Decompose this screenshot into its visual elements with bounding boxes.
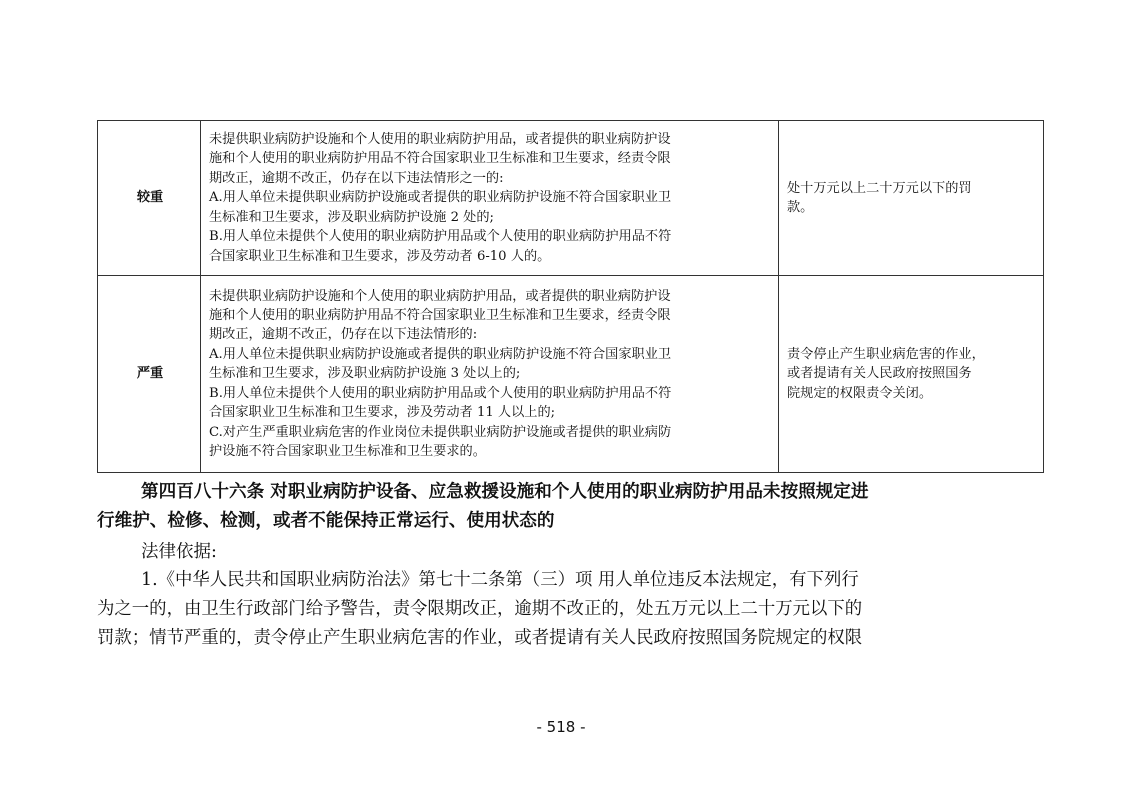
table-row: [98, 276, 1044, 473]
paragraph-line: 为之一的，由卫生行政部门给予警告，责令限期改正，逾期不改正的，处五万元以上二十万元以下的: [97, 598, 863, 619]
description-line: 施和个人使用的职业病防护用品不符合国家职业卫生标准和卫生要求，经责令限: [209, 151, 671, 167]
description-line: 未提供职业病防护设施和个人使用的职业病防护用品，或者提供的职业病防护设: [209, 288, 671, 304]
article-heading-line: 行维护、检修、检测，或者不能保持正常运行、使用状态的: [97, 511, 555, 531]
penalty-standard-table: [97, 120, 1044, 473]
description-line: C.对产生严重职业病危害的作业岗位未提供职业病防护设施或者提供的职业病防: [209, 424, 672, 440]
paragraph-line: 1.《中华人民共和国职业病防治法》第七十二条第（三）项 用人单位违反本法规定，有下列行: [141, 570, 859, 590]
description-line: 合国家职业卫生标准和卫生要求，涉及劳动者 11 人以上的;: [209, 405, 556, 421]
penalty-line: 款。: [787, 200, 814, 215]
description-line: 生标准和卫生要求，涉及职业病防护设施 3 处以上的;: [209, 366, 521, 382]
penalty-line: 或者提请有关人民政府按照国务: [787, 366, 972, 382]
description-line: 生标准和卫生要求，涉及职业病防护设施 2 处的;: [209, 209, 494, 225]
table-row: [98, 121, 1044, 276]
description-line: B.用人单位未提供个人使用的职业病防护用品或个人使用的职业病防护用品不符: [209, 385, 672, 401]
description-line: 合国家职业卫生标准和卫生要求，涉及劳动者 6-10 人的。: [209, 248, 551, 264]
description-line: 施和个人使用的职业病防护用品不符合国家职业卫生标准和卫生要求，经责令限: [209, 308, 671, 324]
violation-description-cell: [201, 121, 779, 276]
penalty-line: 处十万元以上二十万元以下的罚: [787, 180, 972, 196]
penalty-cell: [779, 276, 1044, 473]
severity-level-cell: 较重: [98, 121, 201, 276]
description-line: A.用人单位未提供职业病防护设施或者提供的职业病防护设施不符合国家职业卫: [209, 190, 672, 206]
article-heading: [97, 478, 1027, 536]
page-number: - 518 -: [536, 718, 586, 736]
penalty-cell: [779, 121, 1044, 276]
article-heading-line: 第四百八十六条 对职业病防护设备、应急救援设施和个人使用的职业病防护用品未按照规定进: [141, 482, 869, 502]
description-line: 未提供职业病防护设施和个人使用的职业病防护用品，或者提供的职业病防护设: [209, 132, 671, 148]
severity-level-cell: 严重: [98, 276, 201, 473]
description-line: A.用人单位未提供职业病防护设施或者提供的职业病防护设施不符合国家职业卫: [209, 346, 672, 362]
paragraph-line: 罚款；情节严重的，责令停止产生职业病危害的作业，或者提请有关人民政府按照国务院规定的权限: [97, 627, 863, 648]
violation-description-cell: [201, 276, 779, 473]
legal-basis-paragraph: [97, 566, 1027, 652]
description-line: B.用人单位未提供个人使用的职业病防护用品或个人使用的职业病防护用品不符: [209, 229, 672, 245]
penalty-line: 院规定的权限责令关闭。: [787, 385, 933, 401]
description-line: 护设施不符合国家职业卫生标准和卫生要求的。: [209, 443, 486, 459]
legal-basis-label: 法律依据:: [141, 542, 217, 562]
penalty-line: 责令停止产生职业病危害的作业，: [787, 346, 985, 362]
description-line: 期改正，逾期不改正，仍存在以下违法情形之一的:: [209, 170, 504, 186]
description-line: 期改正，逾期不改正，仍存在以下违法情形的:: [209, 327, 478, 343]
